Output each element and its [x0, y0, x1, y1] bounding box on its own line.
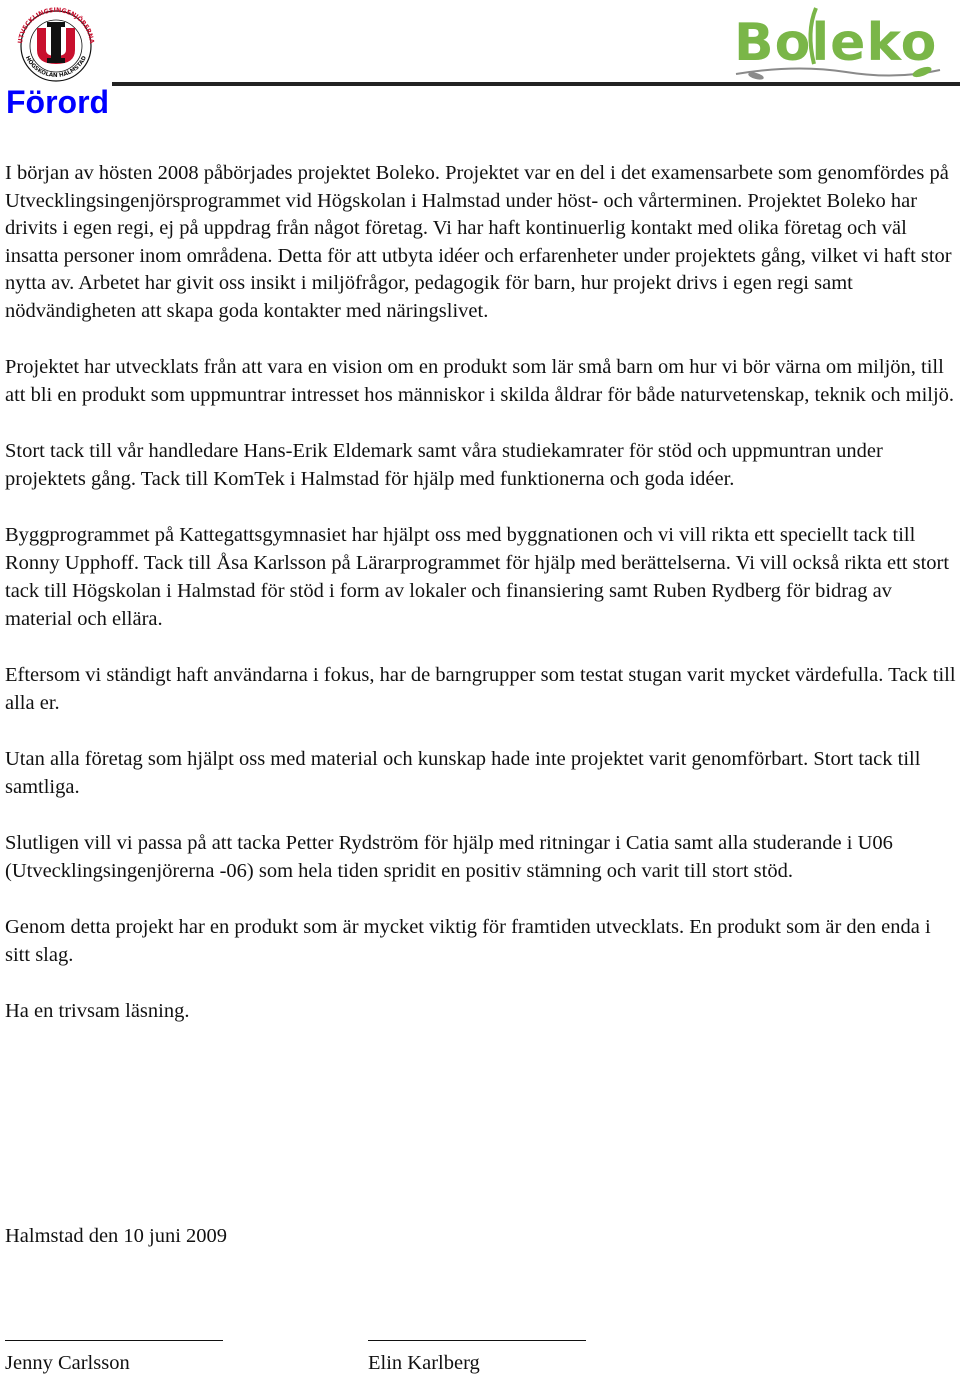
paragraph: I början av hösten 2008 påbörjades projektet Boleko. Projektet var en del i det examensarbete som genomfördes på Utvecklingsingenjörsprogrammet vid Högskolan i Halmstad under höst- och vårterminen. Projektet Boleko har drivits i egen regi, ej på uppdrag från något företag. Vi har haft kontinuerlig kontakt med olika företag och väl insatta personer inom områdena. Detta för att utbyta idéer och erfarenheter under projektets gång, vilket vi haft stor nytta av. Arbetet har givit oss insikt i miljöfrågor, pedagogik för barn, hur projekt drivs i egen regi samt nödvändigheten att skapa goda kontakter med näringslivet.	[5, 162, 952, 322]
paragraph: Eftersom vi ständigt haft användarna i fokus, har de barngrupper som testat stugan varit mycket värdefulla. Tack till alla er.	[5, 664, 956, 714]
paragraph: Byggprogrammet på Kattegattsgymnasiet har hjälpt oss med byggnationen och vi vill rikta ett speciellt tack till Ronny Upphoff. Tack till Åsa Karlsson på Lärarprogrammet för hjälp med berättelserna. Vi vill också rikta ett stort tack till Högskolan i Halmstad för stöd i form av lokaler och finansiering samt Ruben Rydberg för bidrag av material och ellära.	[5, 524, 950, 630]
page-header	[0, 0, 960, 90]
boleko-logo	[726, 2, 950, 82]
boleko-logo-text: Boleko	[734, 13, 938, 73]
paragraph: Utan alla företag som hjälpt oss med material och kunskap hade inte projektet varit genomförbart. Stort tack till samtliga.	[5, 748, 921, 798]
paragraph: Projektet har utvecklats från att vara en vision om en produkt som lär små barn om hur vi bör värna om miljön, till att bli en produkt som uppmuntrar intresset hos människor i skilda åldrar för både naturvetenskap, teknik och miljö.	[5, 356, 955, 406]
signature-block	[5, 1340, 225, 1377]
paragraph: Genom detta projekt har en produkt som är mycket viktig för framtiden utvecklats. En produkt som är den enda i sitt slag.	[5, 916, 931, 966]
utvecklingsingenjorerna-logo	[10, 2, 102, 82]
signatory-name: Jenny Carlsson	[5, 1352, 130, 1374]
logo-top-text: UTVECKLINGSINGENJÖRERNA	[17, 6, 95, 44]
page-title: Förord	[6, 84, 110, 120]
signature-block	[368, 1340, 588, 1377]
signature-line	[368, 1340, 586, 1341]
paragraph: Stort tack till vår handledare Hans-Erik Eldemark samt våra studiekamrater för stöd och uppmuntran under projektets gång. Tack till KomTek i Halmstad för hjälp med funktionerna och goda idéer.	[5, 440, 883, 490]
header-rule	[112, 82, 960, 86]
signatory-name: Elin Karlberg	[368, 1352, 480, 1374]
document-body	[5, 160, 957, 1053]
place-and-date: Halmstad den 10 juni 2009	[5, 1225, 228, 1247]
signature-line	[5, 1340, 223, 1341]
paragraph: Ha en trivsam läsning.	[5, 1000, 190, 1022]
paragraph: Slutligen vill vi passa på att tacka Petter Rydström för hjälp med ritningar i Catia samt alla studerande i U06 (Utvecklingsingenjörerna -06) som hela tiden spridit en positiv stämning och varit till stort stöd.	[5, 832, 893, 882]
logo-bottom-text: HÖGSKOLAN HALMSTAD	[23, 55, 89, 79]
